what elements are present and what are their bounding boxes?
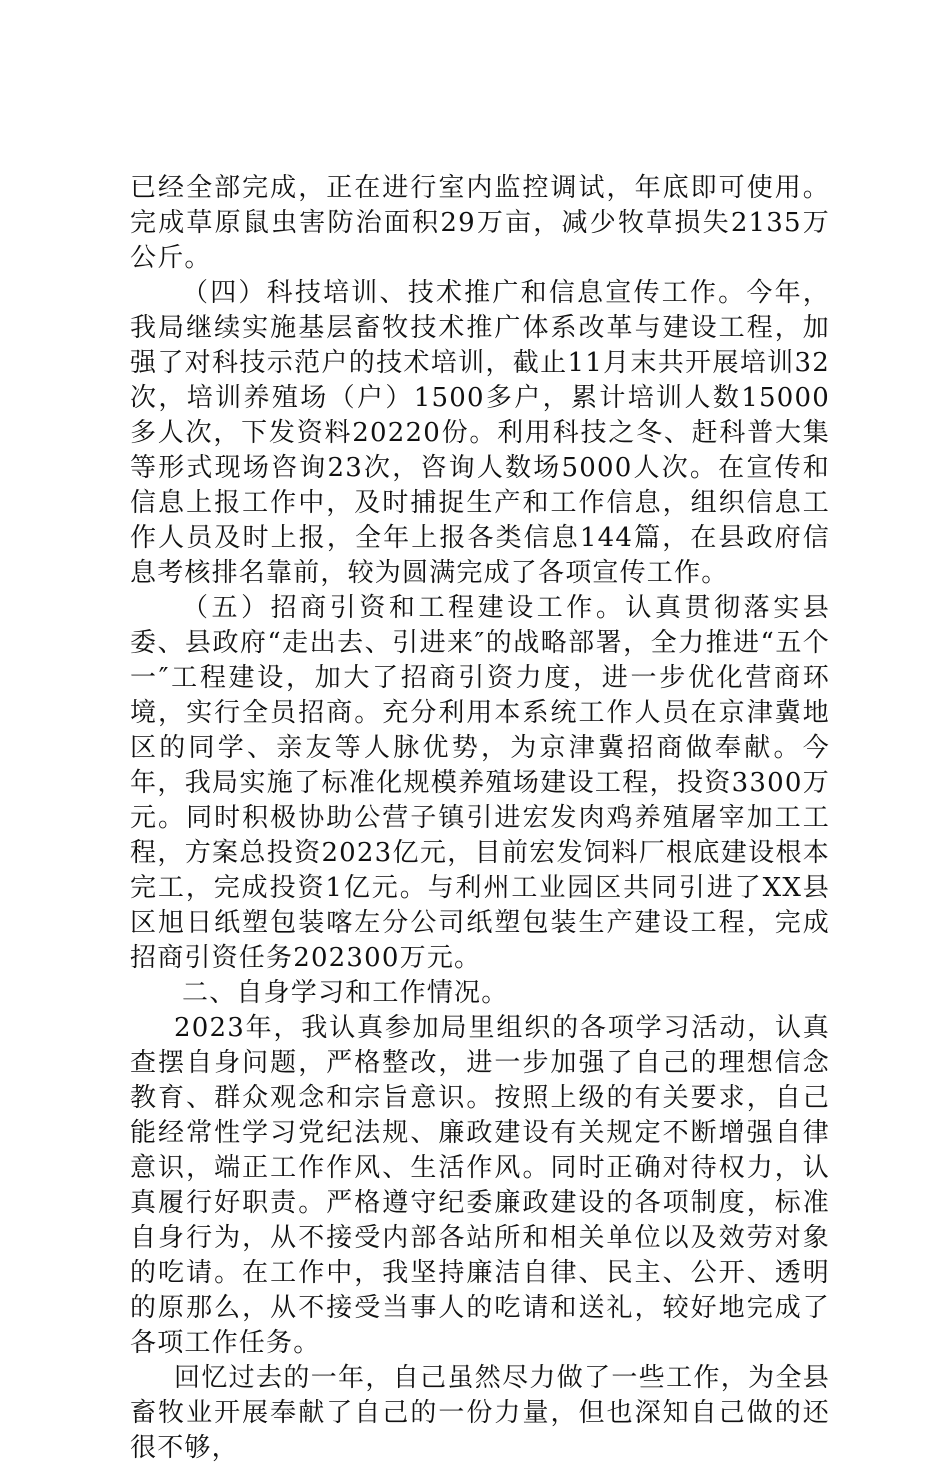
heading-self-study: 二、自身学习和工作情况。: [182, 978, 509, 1008]
paragraph-continuation: 已经全部完成，正在进行室内监控调试，年底即可使用。完成草原鼠虫害防治面积29万亩，减少牧草损失2135万公斤。: [130, 173, 830, 273]
body-text: [130, 171, 830, 1466]
paragraph-self-study: 2023年，我认真参加局里组织的各项学习活动，认真查摆自身问题，严格整改，进一步加强了自己的理想信念教育、群众观念和宗旨意识。按照上级的有关要求，自己能经常性学习党纪法规、廉政建设有关规定不断增强自律意识，端正工作作风、生活作风。同时正确对待权力，认真履行好职责。严格遵守纪委廉政建设的各项制度，标准自身行为，从不接受内部各站所和相关单位以及效劳对象的吃请。在工作中，我坚持廉洁自律、民主、公开、透明的原那么，从不接受当事人的吃请和送礼，较好地完成了各项工作任务。: [130, 1013, 830, 1358]
paragraph-section-5: （五）招商引资和工程建设工作。认真贯彻落实县委、县政府“走出去、引进来″的战略部署，全力推进“五个一″工程建设，加大了招商引资力度，进一步优化营商环境，实行全员招商。充分利用本系统工作人员在京津冀地区的同学、亲友等人脉优势，为京津冀招商做奉献。今年，我局实施了标准化规模养殖场建设工程，投资3300万元。同时积极协助公营子镇引进宏发肉鸡养殖屠宰加工工程，方案总投资2023亿元，目前宏发饲料厂根底建设根本完工，完成投资1亿元。与利州工业园区共同引进了XX县区旭日纸塑包装喀左分公司纸塑包装生产建设工程，完成招商引资任务202300万元。: [130, 593, 830, 973]
paragraph-section-4: （四）科技培训、技术推广和信息宣传工作。今年，我局继续实施基层畜牧技术推广体系改革与建设工程，加强了对科技示范户的技术培训，截止11月末共开展培训32次，培训养殖场（户）1500多户，累计培训人数15000多人次，下发资料20220份。利用科技之冬、赶科普大集等形式现场咨询23次，咨询人数场5000人次。在宣传和信息上报工作中，及时捕捉生产和工作信息，组织信息工作人员及时上报，全年上报各类信息144篇，在县政府信息考核排名靠前，较为圆满完成了各项宣传工作。: [130, 278, 830, 588]
paragraph-review: 回忆过去的一年，自己虽然尽力做了一些工作，为全县畜牧业开展奉献了自己的一份力量，但也深知自己做的还很不够，: [130, 1363, 830, 1463]
